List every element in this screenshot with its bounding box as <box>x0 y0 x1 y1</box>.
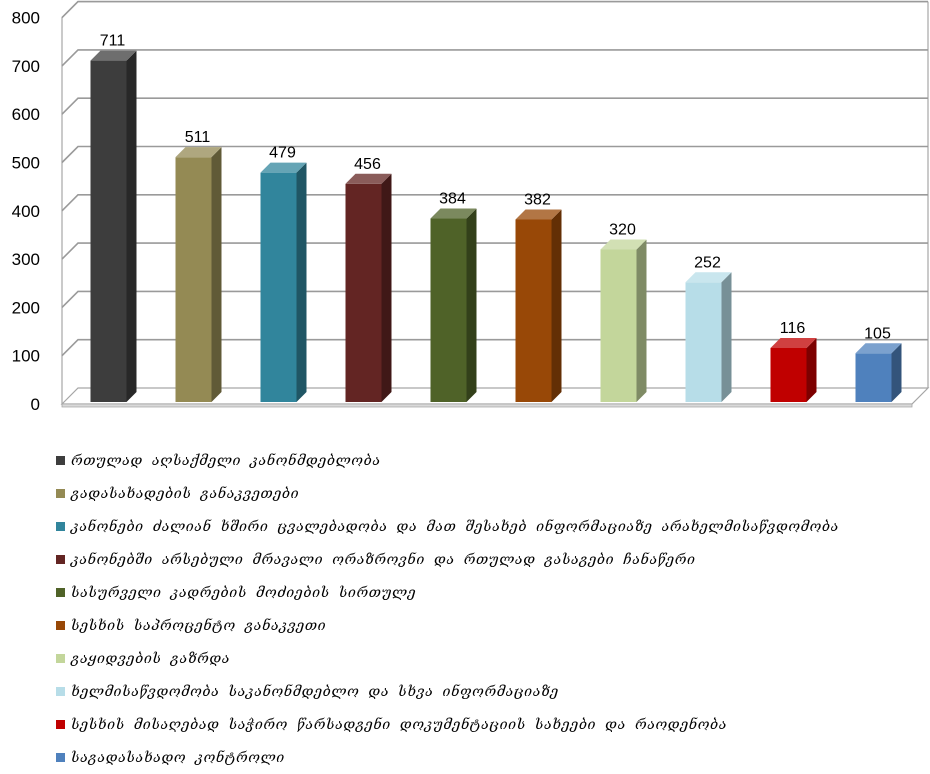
bar <box>261 163 307 402</box>
bar <box>686 272 732 402</box>
y-tick-label: 100 <box>11 346 40 366</box>
legend-label: კანონებში არსებული მრავალი ორაზროვნი და რთულად გასაგები ჩანაწერი <box>71 551 696 568</box>
legend-swatch <box>56 522 65 531</box>
legend <box>56 444 839 774</box>
legend-label: გადასახადების განაკვეთები <box>71 485 300 502</box>
legend-swatch <box>56 621 65 630</box>
bar-side <box>212 147 222 402</box>
y-tick-label: 0 <box>30 395 40 414</box>
bar-front <box>261 173 297 402</box>
data-label: 711 <box>99 32 126 50</box>
data-label: 105 <box>864 325 891 343</box>
legend-swatch <box>56 489 65 498</box>
legend-swatch <box>56 753 65 762</box>
bars <box>91 51 902 402</box>
bar-front <box>771 348 807 402</box>
legend-item <box>56 543 839 576</box>
legend-label: სესხის მისაღებად საჭირო წარსადგენი დოკუმენტაციის სახეები და რაოდენობა <box>71 716 728 733</box>
legend-item <box>56 444 839 477</box>
bar-side <box>722 272 732 402</box>
bar <box>346 174 392 402</box>
data-label: 252 <box>694 254 721 272</box>
legend-swatch <box>56 588 65 597</box>
legend-label: საგადასახადო კონტროლი <box>71 749 285 766</box>
data-label: 456 <box>354 155 381 173</box>
y-axis-ticks <box>12 9 40 414</box>
y-tick-label: 200 <box>11 298 40 318</box>
legend-item <box>56 741 839 774</box>
bar <box>176 147 222 402</box>
bar-side <box>127 51 137 402</box>
bar-front <box>686 282 722 402</box>
bar-side <box>892 343 902 402</box>
data-label: 479 <box>269 144 296 162</box>
legend-swatch <box>56 720 65 729</box>
data-label: 116 <box>779 319 806 337</box>
bar <box>601 239 647 402</box>
data-label: 382 <box>524 191 551 209</box>
bar <box>771 338 817 402</box>
legend-label: კანონები ძალიან ხშირი ცვალებადობა და მათ შესახებ ინფორმაციაზე არახელმისაწვდომობა <box>71 518 839 535</box>
bar-front <box>516 219 552 402</box>
legend-label: სესხის საპროცენტო განაკვეთი <box>71 617 327 634</box>
bar <box>431 209 477 402</box>
bar-front <box>176 157 212 402</box>
legend-swatch <box>56 555 65 564</box>
legend-item <box>56 576 839 609</box>
legend-label: ხელმისაწვდომობა საკანონმდებლო და სხვა ინფორმაციაზე <box>71 683 559 700</box>
y-tick-label: 300 <box>11 250 40 270</box>
bar-side <box>637 239 647 402</box>
legend-item <box>56 609 839 642</box>
floor-edge <box>62 404 912 407</box>
bar <box>91 51 137 402</box>
data-label: 320 <box>609 221 636 239</box>
bar-side <box>382 174 392 402</box>
gridline <box>62 50 928 66</box>
bar-front <box>431 219 467 402</box>
legend-item <box>56 642 839 675</box>
bar-front <box>601 249 637 402</box>
bar <box>516 209 562 402</box>
bar-front <box>856 353 892 402</box>
bar-side <box>297 163 307 402</box>
legend-swatch <box>56 654 65 663</box>
legend-item <box>56 477 839 510</box>
legend-label: რთულად აღსაქმელი კანონმდებლობა <box>71 452 381 469</box>
bar-side <box>467 209 477 402</box>
y-tick-label: 400 <box>11 201 40 221</box>
bar-side <box>552 209 562 402</box>
legend-item <box>56 675 839 708</box>
gridline <box>62 98 928 114</box>
bar-front <box>346 184 382 402</box>
legend-item <box>56 510 839 543</box>
data-label: 384 <box>439 190 466 208</box>
bar-side <box>807 338 817 402</box>
y-tick-label: 800 <box>11 8 40 28</box>
legend-swatch <box>56 456 65 465</box>
bar-front <box>91 61 127 402</box>
y-tick-label: 600 <box>11 105 40 125</box>
y-tick-label: 700 <box>11 56 40 76</box>
legend-label: გაყიდვების გაზრდა <box>71 650 231 667</box>
legend-swatch <box>56 687 65 696</box>
legend-label: სასურველი კადრების მოძიების სირთულე <box>71 584 417 601</box>
legend-item <box>56 708 839 741</box>
gridline <box>62 2 928 18</box>
data-label: 511 <box>184 129 211 147</box>
bar <box>856 343 902 402</box>
y-tick-label: 500 <box>11 153 40 173</box>
